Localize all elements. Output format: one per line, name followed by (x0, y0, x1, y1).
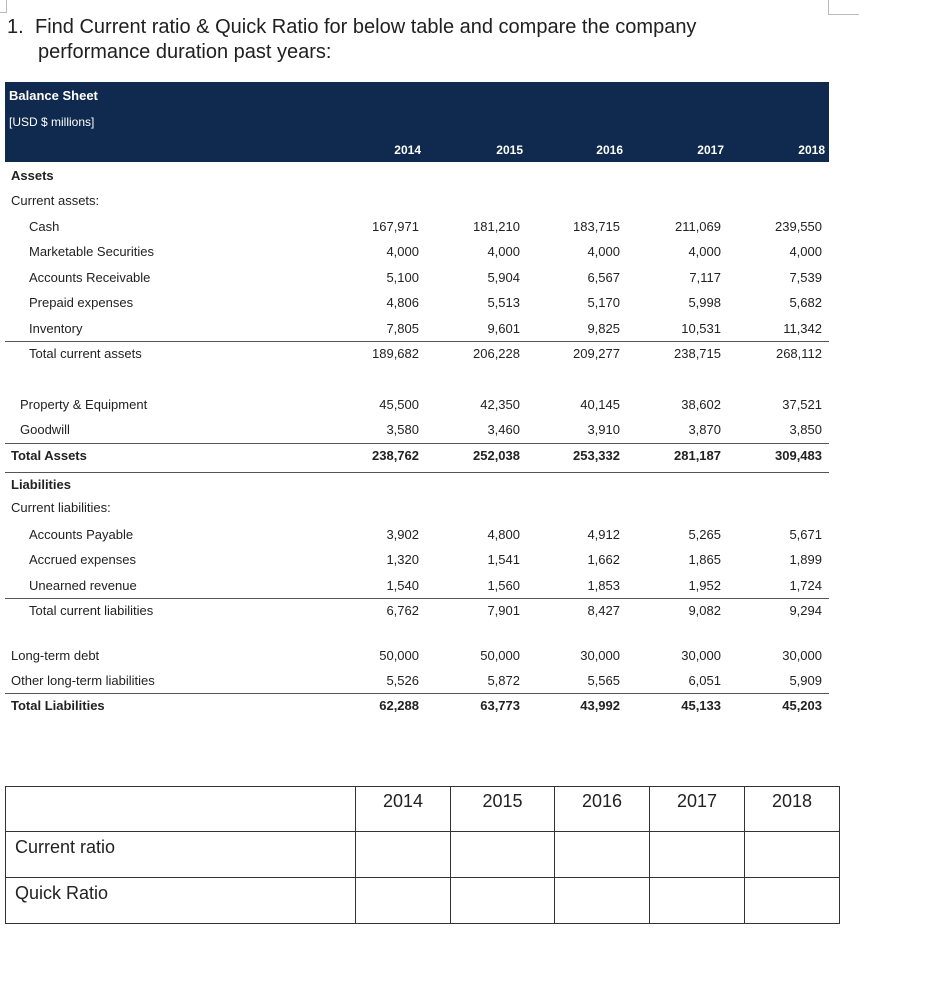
line-item-row (5, 317, 829, 342)
line-item-value: 45,203 (782, 698, 822, 713)
line-item-label: Goodwill (20, 422, 70, 437)
line-item-value: 1,724 (789, 578, 822, 593)
line-item-label: Property & Equipment (20, 397, 148, 412)
year-header: 2017 (697, 143, 724, 157)
line-item-label: Prepaid expenses (29, 295, 134, 310)
line-item-value: 1,560 (487, 578, 520, 593)
line-item-value: 4,000 (688, 244, 721, 259)
ratio-year-cell: 2018 (745, 787, 840, 832)
line-item-value: 45,500 (379, 397, 419, 412)
line-item-value: 4,000 (487, 244, 520, 259)
line-item-row (5, 644, 829, 669)
current-ratio-answer-cell[interactable] (745, 832, 840, 878)
line-item-label: Total Assets (11, 448, 87, 463)
line-item-value: 7,117 (689, 270, 721, 285)
question-number: 1. (7, 16, 24, 38)
line-item-value: 7,901 (487, 603, 520, 618)
line-item-value: 9,294 (789, 603, 822, 618)
quick-ratio-answer-cell[interactable] (650, 878, 745, 924)
line-item-value: 5,170 (587, 295, 620, 310)
line-item-row (5, 341, 829, 367)
quick-ratio-answer-cell[interactable] (745, 878, 840, 924)
section-heading-row (5, 164, 829, 189)
line-item-value: 3,580 (386, 422, 419, 437)
ratio-year-cell: 2015 (451, 787, 555, 832)
line-item-value: 5,682 (789, 295, 822, 310)
line-item-value: 238,762 (372, 448, 419, 463)
line-item-value: 181,210 (473, 219, 520, 234)
quick-ratio-answer-cell[interactable] (356, 878, 451, 924)
line-item-row (5, 266, 829, 291)
year-header: 2018 (798, 143, 825, 157)
year-header: 2016 (596, 143, 623, 157)
section-heading: Liabilities (11, 477, 71, 492)
line-item-value: 8,427 (587, 603, 620, 618)
line-item-value: 9,601 (487, 321, 520, 336)
line-item-value: 5,565 (587, 673, 620, 688)
line-item-value: 30,000 (782, 648, 822, 663)
line-item-value: 209,277 (573, 346, 620, 361)
line-item-value: 3,902 (386, 527, 419, 542)
line-item-label: Accounts Receivable (29, 270, 151, 285)
line-item-value: 42,350 (480, 397, 520, 412)
line-item-label: Accrued expenses (29, 552, 136, 567)
line-item-value: 3,850 (789, 422, 822, 437)
ratio-table (5, 786, 840, 924)
line-item-value: 10,531 (681, 321, 721, 336)
question-text (7, 15, 696, 65)
line-item-value: 7,539 (789, 270, 822, 285)
line-item-row (5, 523, 829, 548)
line-item-value: 7,805 (386, 321, 419, 336)
line-item-value: 1,865 (688, 552, 721, 567)
balance-sheet-units: [USD $ millions] (9, 115, 95, 129)
line-item-value: 50,000 (480, 648, 520, 663)
ratio-table-header-row (6, 787, 840, 832)
line-item-value: 1,662 (587, 552, 620, 567)
line-item-label: Inventory (29, 321, 83, 336)
line-item-value: 4,000 (587, 244, 620, 259)
ratio-year-cell: 2016 (555, 787, 650, 832)
line-item-row (5, 291, 829, 316)
line-item-value: 1,853 (587, 578, 620, 593)
line-item-value: 252,038 (473, 448, 520, 463)
line-item-label: Marketable Securities (29, 244, 154, 259)
line-item-value: 238,715 (674, 346, 721, 361)
line-item-value: 5,904 (487, 270, 520, 285)
ratio-year-cell: 2017 (650, 787, 745, 832)
line-item-value: 5,909 (789, 673, 822, 688)
line-item-row (5, 548, 829, 573)
line-item-value: 3,910 (587, 422, 620, 437)
line-item-label: Total Liabilities (11, 698, 105, 713)
page-corner-mark (828, 0, 859, 15)
question-line-1: Find Current ratio & Quick Ratio for below table and compare the company (35, 16, 697, 38)
section-heading: Current liabilities: (11, 500, 111, 515)
line-item-value: 9,082 (688, 603, 721, 618)
line-item-row (5, 669, 829, 694)
line-item-row (5, 443, 829, 469)
line-item-value: 206,228 (473, 346, 520, 361)
line-item-value: 281,187 (674, 448, 721, 463)
line-item-value: 211,069 (674, 219, 721, 234)
section-heading-row (5, 189, 829, 214)
line-item-value: 167,971 (372, 219, 419, 234)
line-item-label: Accounts Payable (29, 527, 134, 542)
line-item-value: 9,825 (587, 321, 620, 336)
line-item-value: 4,912 (587, 527, 620, 542)
line-item-value: 11,342 (783, 321, 822, 336)
line-item-value: 189,682 (372, 346, 419, 361)
line-item-row (5, 215, 829, 240)
current-ratio-answer-cell[interactable] (451, 832, 555, 878)
line-item-label: Total current assets (29, 346, 142, 361)
section-heading: Current assets: (11, 193, 100, 208)
line-item-value: 6,051 (688, 673, 721, 688)
line-item-value: 3,460 (487, 422, 520, 437)
line-item-label: Cash (29, 219, 60, 234)
line-item-value: 38,602 (681, 397, 721, 412)
line-item-label: Long-term debt (11, 648, 100, 663)
line-item-value: 1,540 (386, 578, 419, 593)
line-item-label: Total current liabilities (29, 603, 154, 618)
quick-ratio-row (6, 878, 840, 924)
line-item-value: 5,998 (688, 295, 721, 310)
line-item-value: 37,521 (782, 397, 822, 412)
line-item-value: 5,671 (789, 527, 822, 542)
current-ratio-label: Current ratio (6, 832, 356, 878)
line-item-value: 1,952 (688, 578, 721, 593)
year-header: 2015 (496, 143, 523, 157)
balance-sheet-title: Balance Sheet (9, 88, 98, 103)
line-item-value: 30,000 (580, 648, 620, 663)
line-item-row (5, 418, 829, 443)
current-ratio-row (6, 832, 840, 878)
line-item-value: 43,992 (580, 698, 620, 713)
line-item-value: 1,899 (789, 552, 822, 567)
line-item-value: 4,000 (789, 244, 822, 259)
line-item-row (5, 393, 829, 418)
current-ratio-answer-cell[interactable] (555, 832, 650, 878)
ratio-table-corner-cell (6, 787, 356, 832)
line-item-value: 183,715 (573, 219, 620, 234)
section-heading-row (5, 496, 829, 521)
ratio-year-cell: 2014 (356, 787, 451, 832)
line-item-label: Unearned revenue (29, 578, 137, 593)
line-item-label: Other long-term liabilities (11, 673, 155, 688)
quick-ratio-label: Quick Ratio (6, 878, 356, 924)
line-item-value: 63,773 (480, 698, 520, 713)
line-item-value: 1,320 (386, 552, 419, 567)
line-item-value: 4,000 (386, 244, 419, 259)
current-ratio-answer-cell[interactable] (356, 832, 451, 878)
line-item-value: 268,112 (775, 346, 822, 361)
line-item-row (5, 240, 829, 265)
line-item-value: 4,806 (386, 295, 419, 310)
line-item-value: 62,288 (379, 698, 419, 713)
line-item-row (5, 693, 829, 719)
line-item-value: 30,000 (681, 648, 721, 663)
line-item-value: 239,550 (775, 219, 822, 234)
page-corner-mark (0, 0, 7, 13)
line-item-value: 5,872 (487, 673, 520, 688)
line-item-value: 6,762 (386, 603, 419, 618)
quick-ratio-answer-cell[interactable] (451, 878, 555, 924)
balance-sheet-header (5, 82, 829, 162)
current-ratio-answer-cell[interactable] (650, 832, 745, 878)
line-item-value: 4,800 (487, 527, 520, 542)
line-item-value: 5,100 (386, 270, 419, 285)
line-item-value: 1,541 (487, 552, 520, 567)
question-line-2: performance duration past years: (38, 41, 332, 63)
line-item-row (5, 598, 829, 624)
line-item-value: 40,145 (580, 397, 620, 412)
line-item-value: 3,870 (688, 422, 721, 437)
line-item-value: 45,133 (681, 698, 721, 713)
line-item-value: 6,567 (587, 270, 620, 285)
section-heading: Assets (11, 168, 54, 183)
year-header: 2014 (394, 143, 421, 157)
line-item-value: 5,526 (386, 673, 419, 688)
section-heading-row (5, 472, 829, 498)
line-item-value: 5,513 (487, 295, 520, 310)
line-item-row (5, 574, 829, 599)
line-item-value: 309,483 (775, 448, 822, 463)
line-item-value: 253,332 (573, 448, 620, 463)
line-item-value: 5,265 (688, 527, 721, 542)
line-item-value: 50,000 (379, 648, 419, 663)
quick-ratio-answer-cell[interactable] (555, 878, 650, 924)
